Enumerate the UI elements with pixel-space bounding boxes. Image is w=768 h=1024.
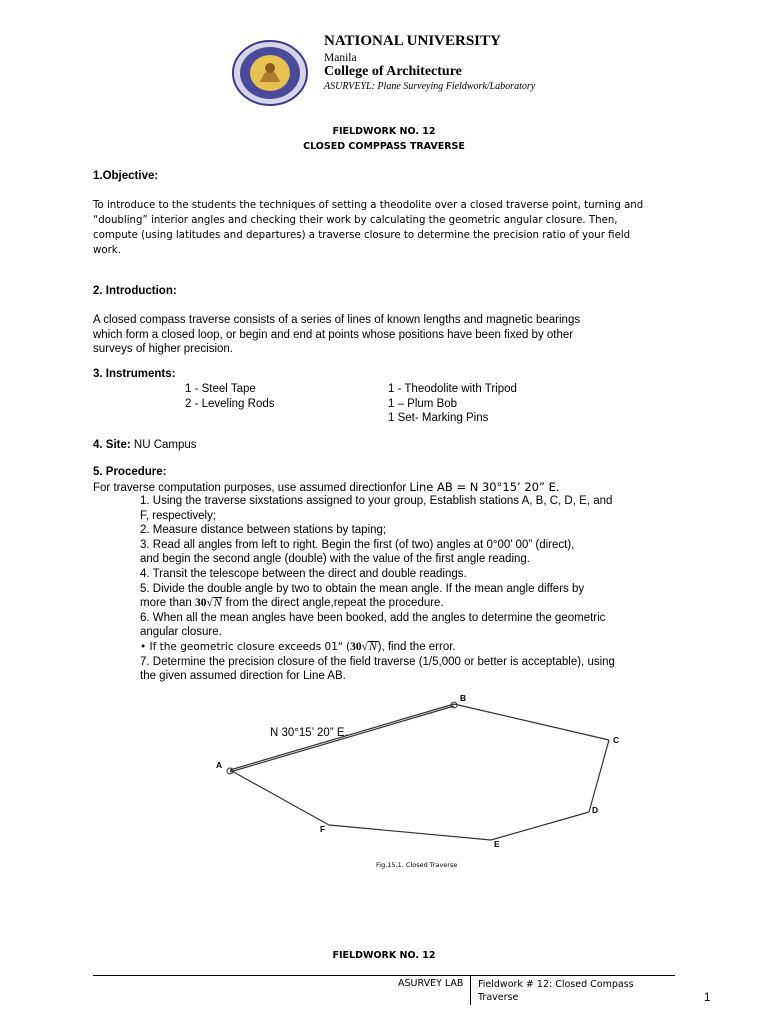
college-name: College of Architecture [324,64,462,79]
footer-title-line: Fieldwork # 12: Closed Compass [478,979,634,990]
procedure-step: and begin the second angle (double) with the value of the first angle reading. [140,553,530,566]
page-number: 1 [704,992,711,1004]
instruments-heading: 3. Instruments: [93,368,176,380]
sqrt-symbol: √ [361,640,368,653]
instrument-item: 1 - Theodolite with Tripod [388,383,517,395]
fieldwork-number: FIELDWORK NO. 12 [332,126,436,137]
site-line [93,439,197,451]
procedure-step: 3. Read all angles from left to right. Begin the first (of two) angles at 0°00’ 00” (direct), [140,538,575,551]
introduction-line: which form a closed loop, or begin and end at points whose positions have been fixed by other [93,328,574,341]
site-label: 4. Site: [93,439,131,451]
footer-divider [470,975,471,1005]
closed-traverse-diagram [200,684,660,874]
instruments-column-left [185,382,275,411]
traverse-line-fa [230,770,329,825]
procedure-step: 4. Transit the telescope between the direct and double readings. [140,567,467,580]
procedure-step: 6. When all the mean angles have been booked, add the angles to determine the geometric [140,611,606,624]
instruments-column-right [388,382,517,426]
site-value: NU Campus [130,439,197,451]
instrument-item: 1 – Plum Bob [388,397,458,410]
procedure-step: F, respectively; [140,509,217,522]
traverse-line-cd [589,740,609,812]
figure-caption: Fig.15.1. Closed Traverse [376,861,458,869]
instrument-item: 1 - Steel Tape [185,383,256,395]
station-e-label: E [494,839,500,849]
procedure-step: 1. Using the traverse sixstations assigned to your group, Establish stations A, B, C, D, E, and [140,495,613,507]
formula-coefficient: 30 [350,640,362,653]
procedure-step [140,596,685,611]
introduction-body [93,313,683,357]
traverse-line-de [491,812,589,840]
step-text: more than [140,597,195,610]
bearing-label: N 30°15’ 20” E. [270,727,348,739]
objective-line: “doubling” interior angles and checking their work by calculating the geometric angular closure. Then, [93,215,618,226]
station-f-label: F [320,824,326,834]
step-text: from the direct angle,repeat the procedure. [222,597,444,610]
footer-rule [93,975,675,976]
procedure-steps [140,494,685,684]
bullet-text: • If the geometric closure exceeds 01" ( [140,640,351,653]
procedure-step: 5. Divide the double angle by two to obtain the mean angle. If the mean angle differs by [140,582,585,595]
sqrt-symbol: √ [206,597,213,610]
objective-line: compute (using latitudes and departures) a traverse closure to determine the precision ratio of your field [93,230,631,241]
objective-heading: 1.Objective: [93,170,159,182]
fieldwork-subtitle: CLOSED COMPPASS TRAVERSE [303,141,465,152]
line-ab-bearing: Line AB = N 30°15’ 20” E. [409,480,560,494]
station-c-label: C [613,735,620,745]
instrument-item: 1 Set- Marking Pins [388,412,489,425]
objective-line: work. [93,245,121,256]
university-logo [232,40,308,106]
traverse-line-bc [454,704,609,740]
footer-lab-name: ASURVEY LAB [398,978,464,989]
sqrt-variable: N [213,597,222,610]
sqrt-variable: N [368,640,377,653]
introduction-heading: 2. Introduction: [93,285,177,297]
footer-fieldwork-title [478,978,658,1004]
station-a-label: A [216,760,223,770]
procedure-step: angular closure. [140,626,222,639]
university-name: NATIONAL UNIVERSITY [324,33,501,49]
procedure-step: 7. Determine the precision closure of the field traverse (1/5,000 or better is acceptable), using [140,655,615,668]
footer-fieldwork-number: FIELDWORK NO. 12 [332,950,436,961]
procedure-intro-text: For traverse computation purposes, use assumed directionfor [93,482,410,494]
procedure-bullet [140,640,685,655]
station-d-label: D [592,805,599,815]
traverse-line-ab-double [230,706,454,772]
course-title: ASURVEYL: Plane Surveying Fieldwork/Laboratory [324,81,536,92]
introduction-line: A closed compass traverse consists of a series of lines of known lengths and magnetic bearings [93,314,581,326]
procedure-step: 2. Measure distance between stations by taping; [140,524,387,537]
objective-line: To introduce to the students the techniques of setting a theodolite over a closed traverse point, turning and [93,200,644,211]
station-b-label: B [460,693,467,703]
footer-title-line: Traverse [478,992,519,1003]
instrument-item: 2 - Leveling Rods [185,397,275,410]
bullet-text: ), find the error. [377,640,456,653]
procedure-step: the given assumed direction for Line AB. [140,670,346,683]
traverse-line-ef [329,825,491,840]
objective-body [93,198,683,258]
city-name: Manila [324,52,357,64]
procedure-heading: 5. Procedure: [93,466,167,478]
introduction-line: surveys of higher precision. [93,343,233,356]
formula-coefficient: 30 [194,597,207,610]
